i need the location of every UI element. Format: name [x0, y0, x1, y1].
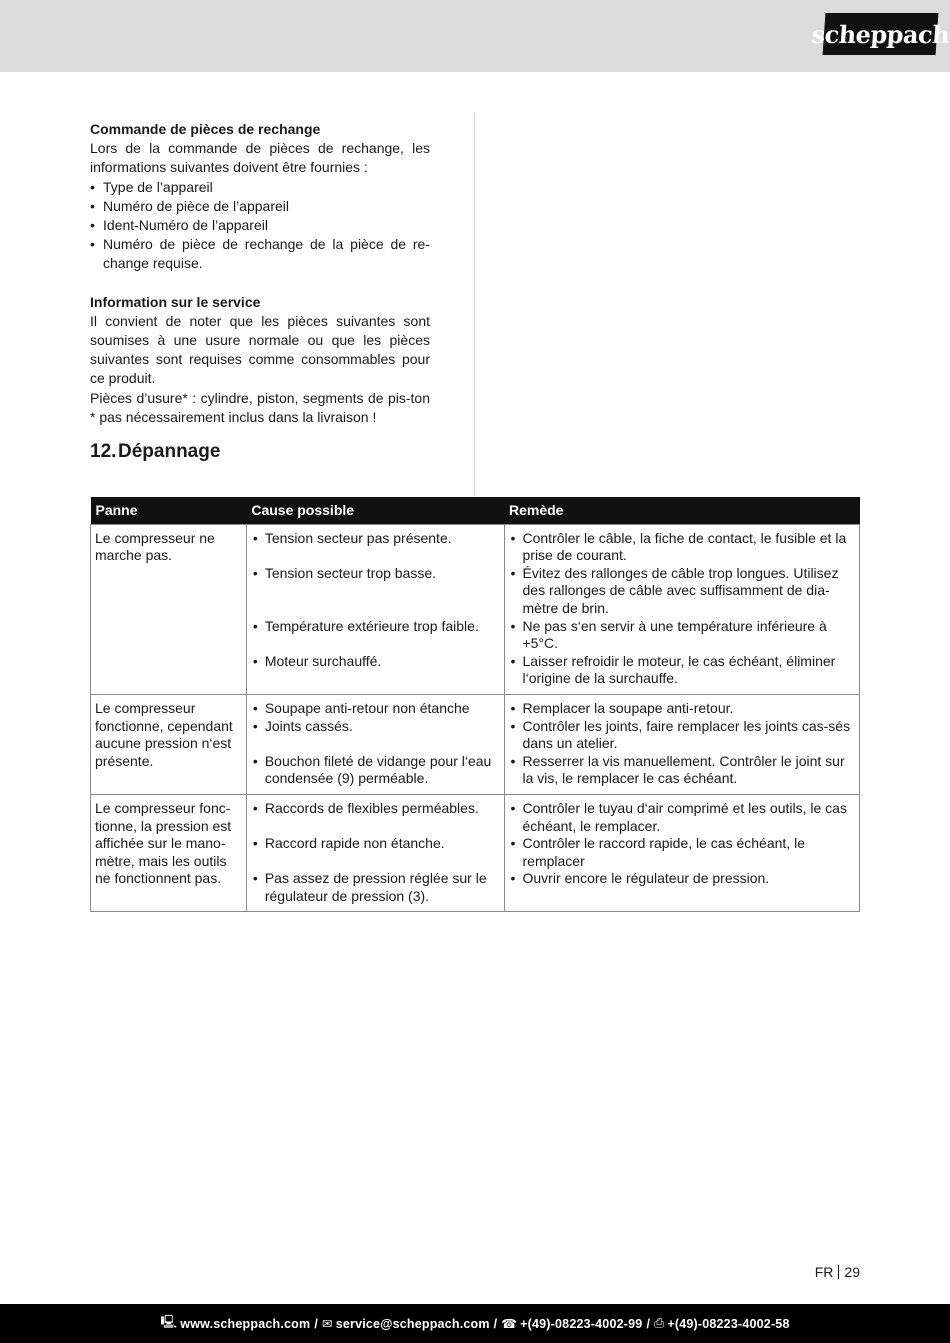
remedy-item: • Ne pas s‘en servir à une température inférieure à +5°C. [509, 618, 856, 653]
column-header-fault: Panne [91, 497, 247, 524]
left-column [90, 120, 430, 427]
troubleshooting-table [90, 497, 860, 912]
section-title [90, 441, 220, 463]
cause-item: • Tension secteur pas présente. [251, 530, 500, 548]
remedy-cell [504, 524, 860, 694]
remedy-item: • Laisser refroidir le moteur, le cas échéant, éliminer l‘origine de la surchauffe. [509, 653, 856, 688]
remedy-item: • Contrôler le câble, la fiche de contact, le fusible et la prise de courant. [509, 530, 856, 565]
section-title-text: Dépannage [118, 441, 221, 462]
table-row [91, 524, 860, 694]
list-item: • Type de l’appareil [90, 178, 430, 197]
footer-fax: +(49)-08223-4002-58 [667, 1316, 790, 1331]
email-icon: ✉ [322, 1317, 333, 1331]
cause-item: • Tension secteur trop basse. [251, 565, 500, 583]
table-row [91, 794, 860, 912]
footer-email[interactable]: service@scheppach.com [335, 1316, 490, 1331]
wear-parts-text: Pièces d’usure* : cylindre, piston, segments de pis-ton * pas nécessairement inclus dans la livraison ! [90, 389, 430, 425]
phone-icon: ☎ [501, 1317, 518, 1331]
table-header-row [91, 497, 860, 524]
service-info-text: Il convient de noter que les pièces suivantes sont soumises à une usure normale ou que les pièces suivantes sont requises comme consommables pour ce produit. [90, 312, 430, 387]
fax-icon: ⎙ [654, 1316, 665, 1330]
spare-parts-intro: Lors de la commande de pièces de rechange, les informations suivantes doivent être fournies : [90, 140, 430, 176]
cause-cell [246, 524, 504, 694]
page-number-value: 29 [844, 1264, 860, 1280]
cause-item: • Moteur surchauffé. [251, 653, 500, 671]
cause-cell [246, 694, 504, 794]
remedy-item: • Ouvrir encore le régulateur de pression. [509, 870, 856, 888]
list-item: • Numéro de pièce de l’appareil [90, 197, 430, 216]
fault-cell: Le compresseur fonctionne, cependant aucune pression n‘est présente. [91, 694, 247, 794]
header-band [0, 0, 950, 72]
cause-item: • Température extérieure trop faible. [251, 618, 500, 636]
remedy-item: • Contrôler le tuyau d‘air comprimé et les outils, le cas échéant, le remplacer. [509, 800, 856, 835]
column-header-cause: Cause possible [246, 497, 504, 524]
scheppach-logo: scheppach [823, 13, 939, 55]
column-divider [474, 112, 475, 496]
computer-icon: 🖳 [160, 1315, 178, 1329]
page-number [815, 1264, 860, 1280]
cause-item: • Bouchon fileté de vidange pour l‘eau condensée (9) perméable. [251, 753, 500, 788]
cause-item: • Raccords de flexibles perméables. [251, 800, 500, 818]
list-item: • Numéro de pièce de rechange de la pièce de re-change requise. [90, 235, 430, 273]
remedy-cell [504, 694, 860, 794]
cause-cell [246, 794, 504, 912]
spare-parts-list [90, 178, 430, 274]
section-number: 12. [90, 441, 117, 462]
service-info-heading: Information sur le service [90, 293, 261, 310]
remedy-item: • Resserrer la vis manuellement. Contrôler le joint sur la vis, le remplacer le cas échéant. [509, 753, 856, 788]
footer-website[interactable]: www.scheppach.com [180, 1316, 311, 1331]
cause-item: • Pas assez de pression réglée sur le régulateur de pression (3). [251, 870, 500, 905]
fault-cell: Le compresseur ne marche pas. [91, 524, 247, 694]
remedy-cell [504, 794, 860, 912]
remedy-item: • Contrôler les joints, faire remplacer les joints cas-sés dans un atelier. [509, 718, 856, 753]
page-language: FR [814, 1264, 834, 1280]
table-row [91, 694, 860, 794]
remedy-item: • Évitez des rallonges de câble trop longues. Utilisez des rallonges de câble avec suffisamment de dia-mètre de brin. [509, 565, 856, 618]
remedy-item: • Contrôler le raccord rapide, le cas échéant, le remplacer [509, 835, 856, 870]
cause-item: • Joints cassés. [251, 718, 500, 736]
list-item: • Ident-Numéro de l’appareil [90, 216, 430, 235]
footer-phone: +(49)-08223-4002-99 [520, 1316, 643, 1331]
remedy-item: • Remplacer la soupape anti-retour. [509, 700, 856, 718]
fault-cell: Le compresseur fonc-tionne, la pression est affichée sur le mano-mètre, mais les outils ne fonctionnent pas. [91, 794, 247, 912]
spare-parts-heading: Commande de pièces de rechange [90, 121, 321, 137]
footer-bar: 🖳 www.scheppach.com / ✉ service@scheppach.com / ☎ +(49)-08223-4002-99 / ⎙ +(49)-08223-4002-58 [0, 1304, 950, 1343]
column-header-remedy: Remède [504, 497, 860, 524]
cause-item: • Raccord rapide non étanche. [251, 835, 500, 853]
cause-item: • Soupape anti-retour non étanche [251, 700, 500, 718]
